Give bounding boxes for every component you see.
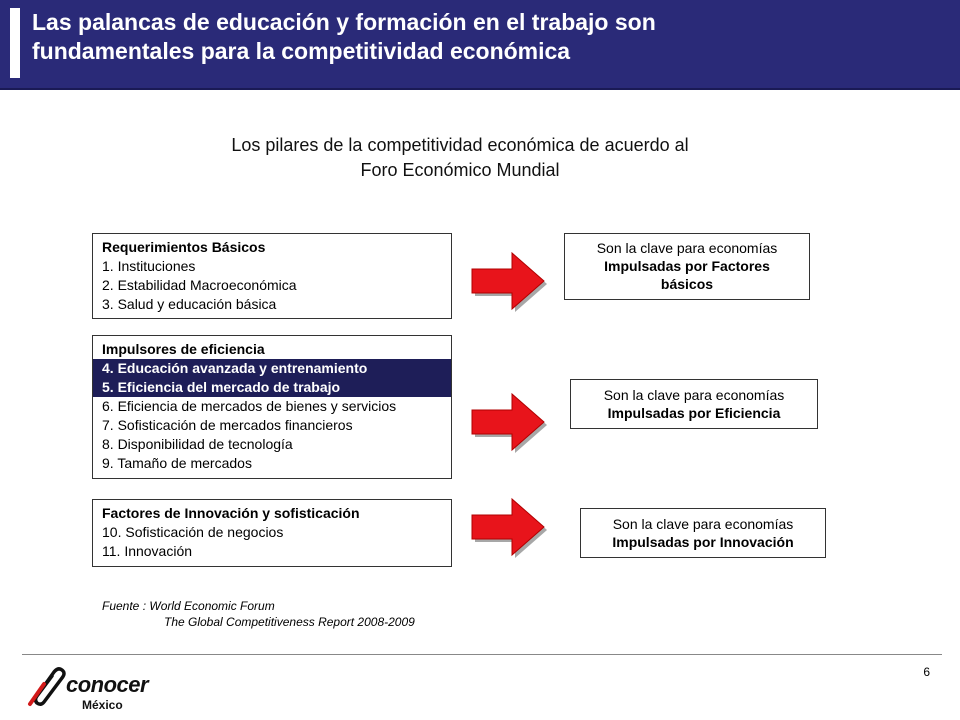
paperclip-logo-icon: [24, 664, 68, 708]
result-line-bold: Impulsadas por Innovación: [612, 534, 794, 550]
pillar-item: 8. Disponibilidad de tecnología: [102, 436, 293, 452]
pillar-item: 3. Salud y educación básica: [102, 296, 277, 312]
result-box-factor-driven: [564, 233, 810, 300]
conocer-logo: [24, 660, 149, 716]
right-arrow-icon: [470, 495, 550, 559]
page-number: 6: [923, 665, 930, 679]
pillar-item: 6. Eficiencia de mercados de bienes y servicios: [102, 398, 397, 414]
pillar-heading: Factores de Innovación y sofisticación: [102, 505, 360, 521]
page-title: [32, 8, 932, 66]
right-arrow-icon: [470, 390, 550, 454]
pillar-box-efficiency-enhancers: [92, 335, 452, 479]
pillar-item: 10. Sofisticación de negocios: [102, 524, 284, 540]
result-line: Son la clave para economías: [612, 516, 794, 532]
pillar-item: 2. Estabilidad Macroeconómica: [102, 277, 297, 293]
logo-wordmark: conocer: [66, 672, 149, 697]
right-arrow-icon: [470, 249, 550, 313]
subtitle-line-1: Los pilares de la competitividad económica de acuerdo al: [231, 135, 689, 155]
pillar-item-highlighted: 4. Educación avanzada y entrenamiento: [93, 359, 451, 378]
result-line-bold: básicos: [660, 276, 714, 292]
pillar-item: 11. Innovación: [102, 543, 193, 559]
source-line-2: The Global Competitiveness Report 2008-2009: [164, 615, 415, 629]
pillar-item: 7. Sofisticación de mercados financieros: [102, 417, 353, 433]
result-box-efficiency-driven: [570, 379, 818, 429]
logo-country: México: [82, 698, 123, 712]
pillar-item-highlighted: 5. Eficiencia del mercado de trabajo: [93, 378, 451, 397]
page-title-line-1: Las palancas de educación y formación en el trabajo son: [32, 9, 656, 35]
pillar-heading: Impulsores de eficiencia: [102, 341, 265, 357]
pillar-box-innovation-factors: [92, 499, 452, 567]
source-line-1: Fuente : World Economic Forum: [102, 599, 275, 613]
pillar-item: 1. Instituciones: [102, 258, 196, 274]
footer-divider: [22, 654, 942, 655]
subtitle-line-2: Foro Económico Mundial: [360, 160, 560, 180]
pillar-item: 9. Tamaño de mercados: [102, 455, 252, 471]
result-line-bold: Impulsadas por Eficiencia: [607, 405, 781, 421]
pillar-box-basic-requirements: [92, 233, 452, 319]
source-note: [102, 598, 415, 630]
title-banner: [0, 0, 960, 90]
title-accent-bar: [10, 8, 20, 78]
result-line: Son la clave para economías: [596, 240, 778, 256]
page-title-line-2: fundamentales para la competitividad económica: [32, 38, 571, 64]
pillar-heading: Requerimientos Básicos: [102, 239, 266, 255]
result-line: Son la clave para economías: [603, 387, 785, 403]
result-box-innovation-driven: [580, 508, 826, 558]
diagram-subtitle: [140, 133, 780, 183]
result-line-bold: Impulsadas por Factores: [604, 258, 770, 274]
